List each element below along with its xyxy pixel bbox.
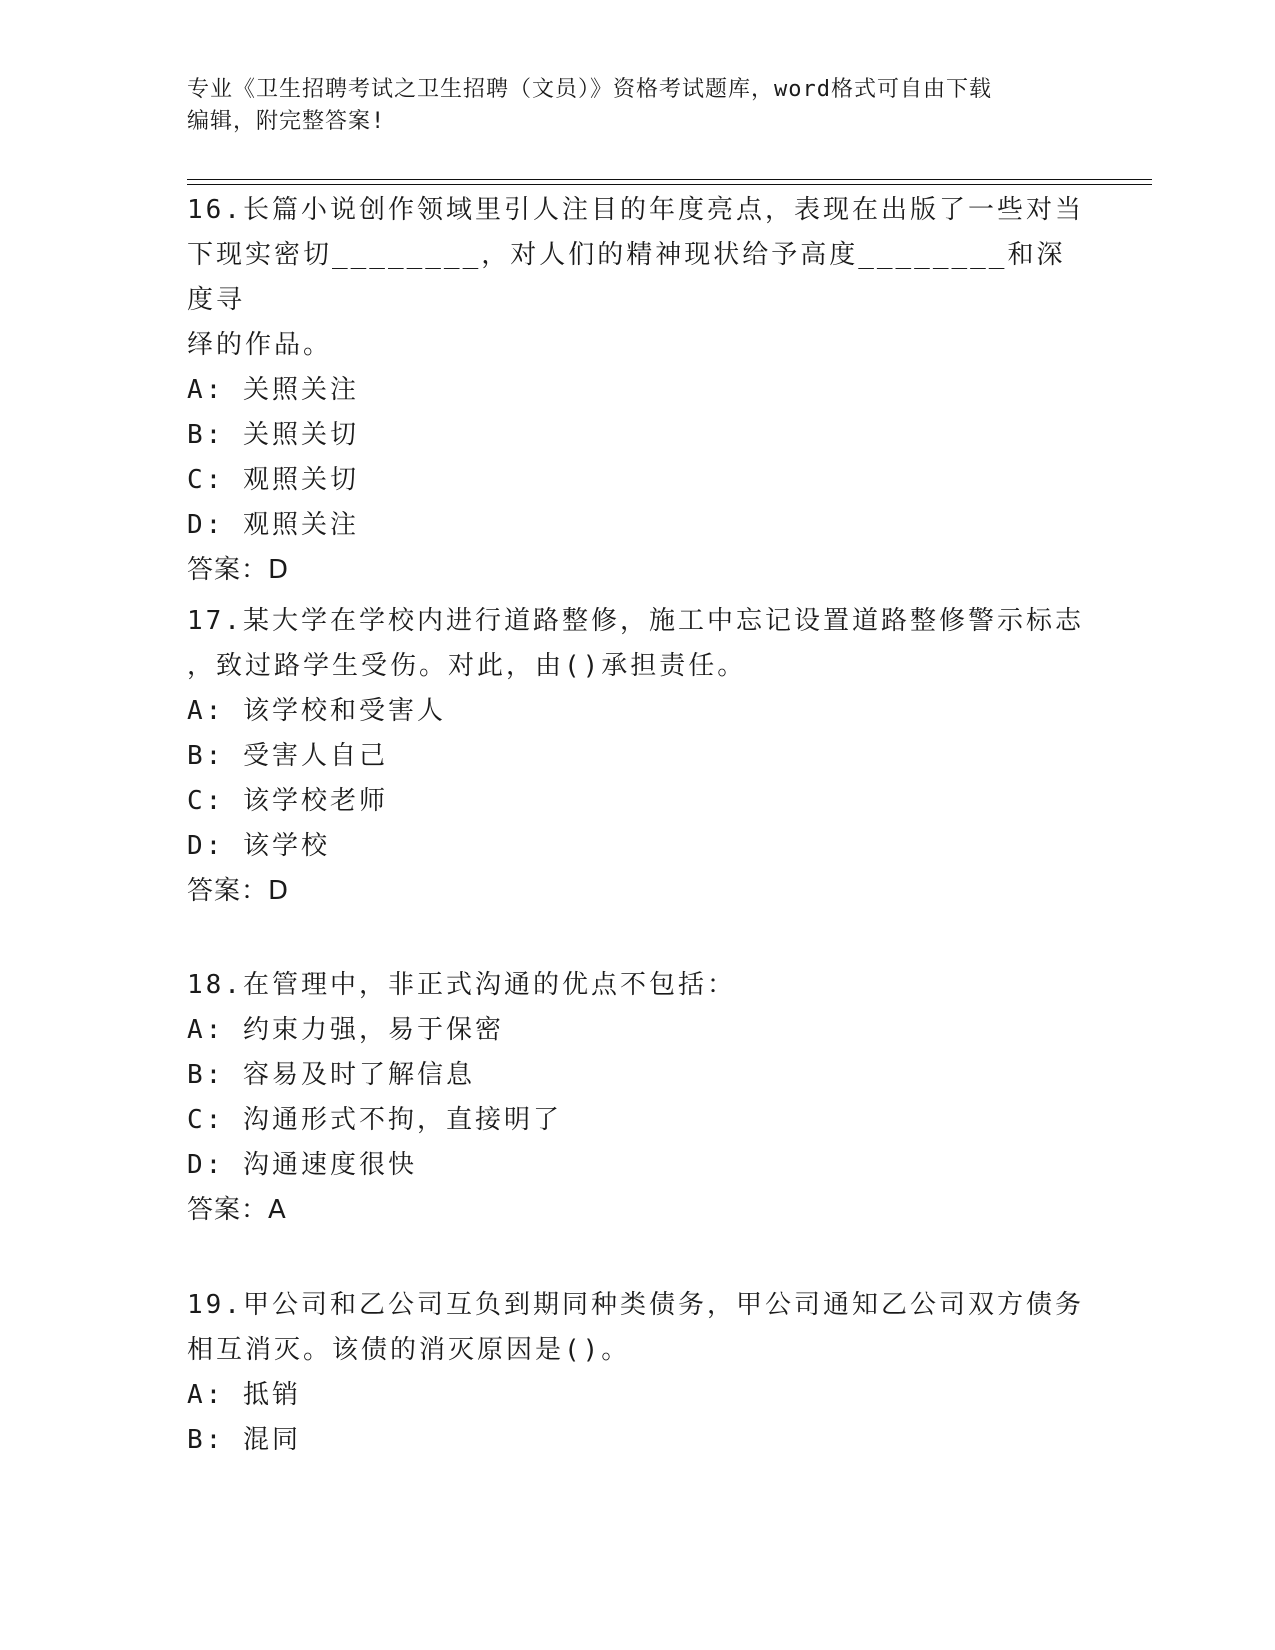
option-a: A: 抵销 [187, 1380, 301, 1410]
question-stem [187, 1283, 1087, 1373]
option-b: B: 受害人自己 [187, 741, 388, 771]
stem-line: ，致过路学生受伤。对此，由()承担责任。 [187, 651, 747, 681]
stem-line: 16.长篇小说创作领域里引人注目的年度亮点，表现在出版了一些对当 [187, 195, 1084, 225]
option-b: B: 混同 [187, 1425, 301, 1455]
stem-line: 绎的作品。 [187, 330, 333, 360]
header-line-2: 编辑，附完整答案! [187, 109, 386, 134]
option-b: B: 容易及时了解信息 [187, 1060, 475, 1090]
option-d: D: 沟通速度很快 [187, 1150, 417, 1180]
header-divider-bottom [187, 184, 1152, 185]
stem-line: 17.某大学在学校内进行道路整修，施工中忘记设置道路整修警示标志 [187, 606, 1084, 636]
question-17 [187, 599, 1087, 914]
option-a: A: 约束力强，易于保密 [187, 1015, 504, 1045]
header-divider-top [187, 179, 1152, 180]
question-18 [187, 963, 1087, 1233]
stem-line: 19.甲公司和乙公司互负到期同种类债务，甲公司通知乙公司双方债务 [187, 1290, 1084, 1320]
answer-line: 答案：D [187, 555, 290, 585]
header-line-1: 专业《卫生招聘考试之卫生招聘（文员）》资格考试题库，word格式可自由下载 [187, 77, 992, 102]
question-stem [187, 188, 1087, 368]
question-16 [187, 188, 1087, 593]
stem-line: 18.在管理中，非正式沟通的优点不包括： [187, 970, 736, 1000]
question-stem [187, 963, 1087, 1008]
option-c: C: 观照关切 [187, 465, 359, 495]
option-b: B: 关照关切 [187, 420, 359, 450]
stem-line: 下现实密切________，对人们的精神现状给予高度________和深度寻 [187, 240, 1066, 315]
option-c: C: 该学校老师 [187, 786, 388, 816]
option-d: D: 该学校 [187, 831, 330, 861]
question-19 [187, 1283, 1087, 1463]
option-c: C: 沟通形式不拘，直接明了 [187, 1105, 562, 1135]
question-stem [187, 599, 1087, 689]
stem-line: 相互消灭。该债的消灭原因是()。 [187, 1335, 631, 1365]
option-d: D: 观照关注 [187, 510, 359, 540]
answer-line: 答案：D [187, 876, 290, 906]
document-header [187, 74, 1067, 138]
option-a: A: 关照关注 [187, 375, 359, 405]
option-a: A: 该学校和受害人 [187, 696, 446, 726]
answer-line: 答案：A [187, 1195, 287, 1225]
